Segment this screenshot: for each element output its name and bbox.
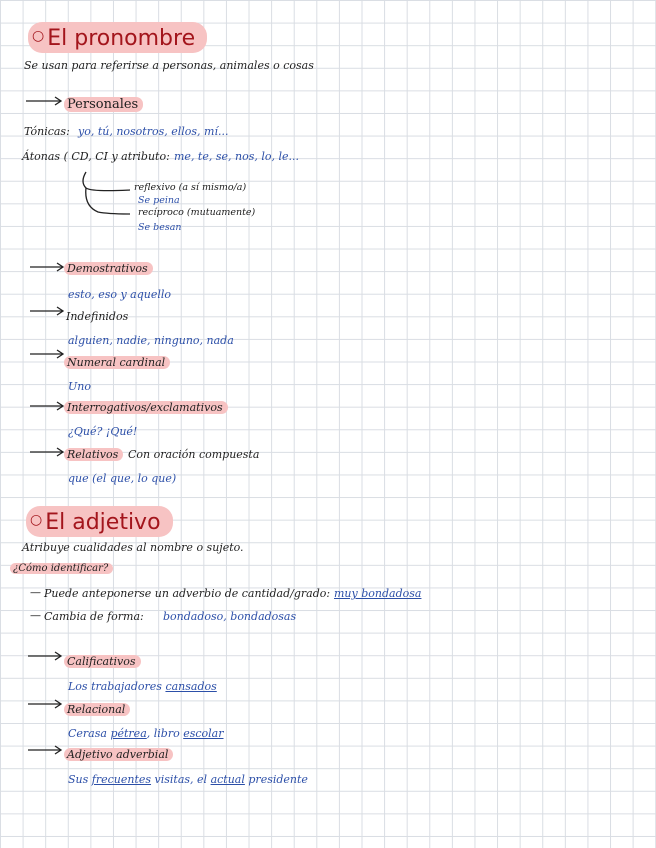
demostrativos-example: esto, eso y aquello — [68, 288, 172, 301]
category-calificativos: Calificativos — [64, 655, 141, 668]
category-relativos: Relativos — [64, 448, 123, 461]
example-adjective: pétrea — [110, 727, 147, 740]
como-identificar: ¿Cómo identificar? — [10, 563, 113, 574]
adjetivo-definition: Atribuye cualidades al nombre o sujeto. — [22, 541, 244, 554]
arrow-icon — [28, 745, 64, 755]
rule2-text: Cambia de forma: — [44, 610, 144, 623]
example-text: Sus — [68, 773, 89, 786]
section-title-pronombre — [28, 22, 207, 53]
arrow-icon — [28, 651, 64, 661]
numeral-example: Uno — [68, 380, 91, 393]
arrow-icon — [30, 349, 66, 359]
category-numeral: Numeral cardinal — [64, 356, 170, 369]
category-personales: Personales — [64, 97, 143, 112]
rule2-example: bondadoso, bondadosas — [163, 610, 297, 623]
reflexivo-example: Se peina — [138, 195, 180, 206]
indefinidos-example: alguien, nadie, ninguno, nada — [68, 334, 234, 347]
relacional-example — [68, 727, 224, 740]
atonas-values: me, te, se, nos, lo, le... — [174, 150, 300, 163]
relativos-note: Con oración compuesta — [128, 448, 260, 461]
rule1-dash: — — [30, 586, 41, 599]
reciproco-label: recíproco (mutuamente) — [138, 207, 256, 218]
arrow-icon — [28, 699, 64, 709]
rule1-example: muy bondadosa — [334, 587, 422, 600]
example-text: Cerasa — [68, 727, 107, 740]
circle-bullet-icon: ○ — [32, 28, 45, 44]
arrow-icon — [30, 306, 66, 316]
arrow-icon — [30, 447, 66, 457]
tonicas-label: Tónicas: — [24, 125, 70, 138]
category-adverbial: Adjetivo adverbial — [64, 748, 173, 761]
interrogativos-example: ¿Qué? ¡Qué! — [68, 425, 138, 438]
example-adjective: frecuentes — [91, 773, 152, 786]
category-demostrativos: Demostrativos — [64, 262, 153, 275]
arrow-icon — [30, 401, 66, 411]
bracket-icon — [78, 170, 138, 220]
circle-bullet-icon: ○ — [30, 512, 43, 528]
example-text: , libro — [146, 727, 180, 740]
adverbial-example — [68, 773, 308, 786]
rule1-text: Puede anteponerse un adverbio de cantidad/grado: — [44, 587, 331, 600]
relativos-example: que (el que, lo que) — [68, 472, 177, 485]
example-adjective: actual — [210, 773, 245, 786]
example-text: Los trabajadores — [68, 680, 162, 693]
arrow-icon — [26, 96, 64, 106]
example-text: presidente — [248, 773, 308, 786]
category-relacional: Relacional — [64, 703, 130, 716]
pronombre-definition: Se usan para referirse a personas, animales o cosas — [24, 59, 314, 72]
example-text: visitas, el — [154, 773, 208, 786]
category-interrogativos: Interrogativos/exclamativos — [64, 401, 228, 414]
category-indefinidos: Indefinidos — [66, 310, 129, 323]
section-title-adjetivo — [26, 506, 173, 537]
arrow-icon — [30, 262, 66, 272]
tonicas-values: yo, tú, nosotros, ellos, mí... — [78, 125, 229, 138]
example-adjective: escolar — [183, 727, 224, 740]
section-title-text: El adjetivo — [45, 510, 161, 535]
calificativos-example — [68, 680, 217, 693]
rule2-dash: — — [30, 609, 41, 622]
example-adjective: cansados — [165, 680, 217, 693]
reciproco-example: Se besan — [138, 222, 182, 233]
reflexivo-label: reflexivo (a sí mismo/a) — [134, 182, 247, 193]
atonas-label: Átonas ( CD, CI y atributo: — [22, 150, 170, 163]
section-title-text: El pronombre — [47, 26, 196, 51]
